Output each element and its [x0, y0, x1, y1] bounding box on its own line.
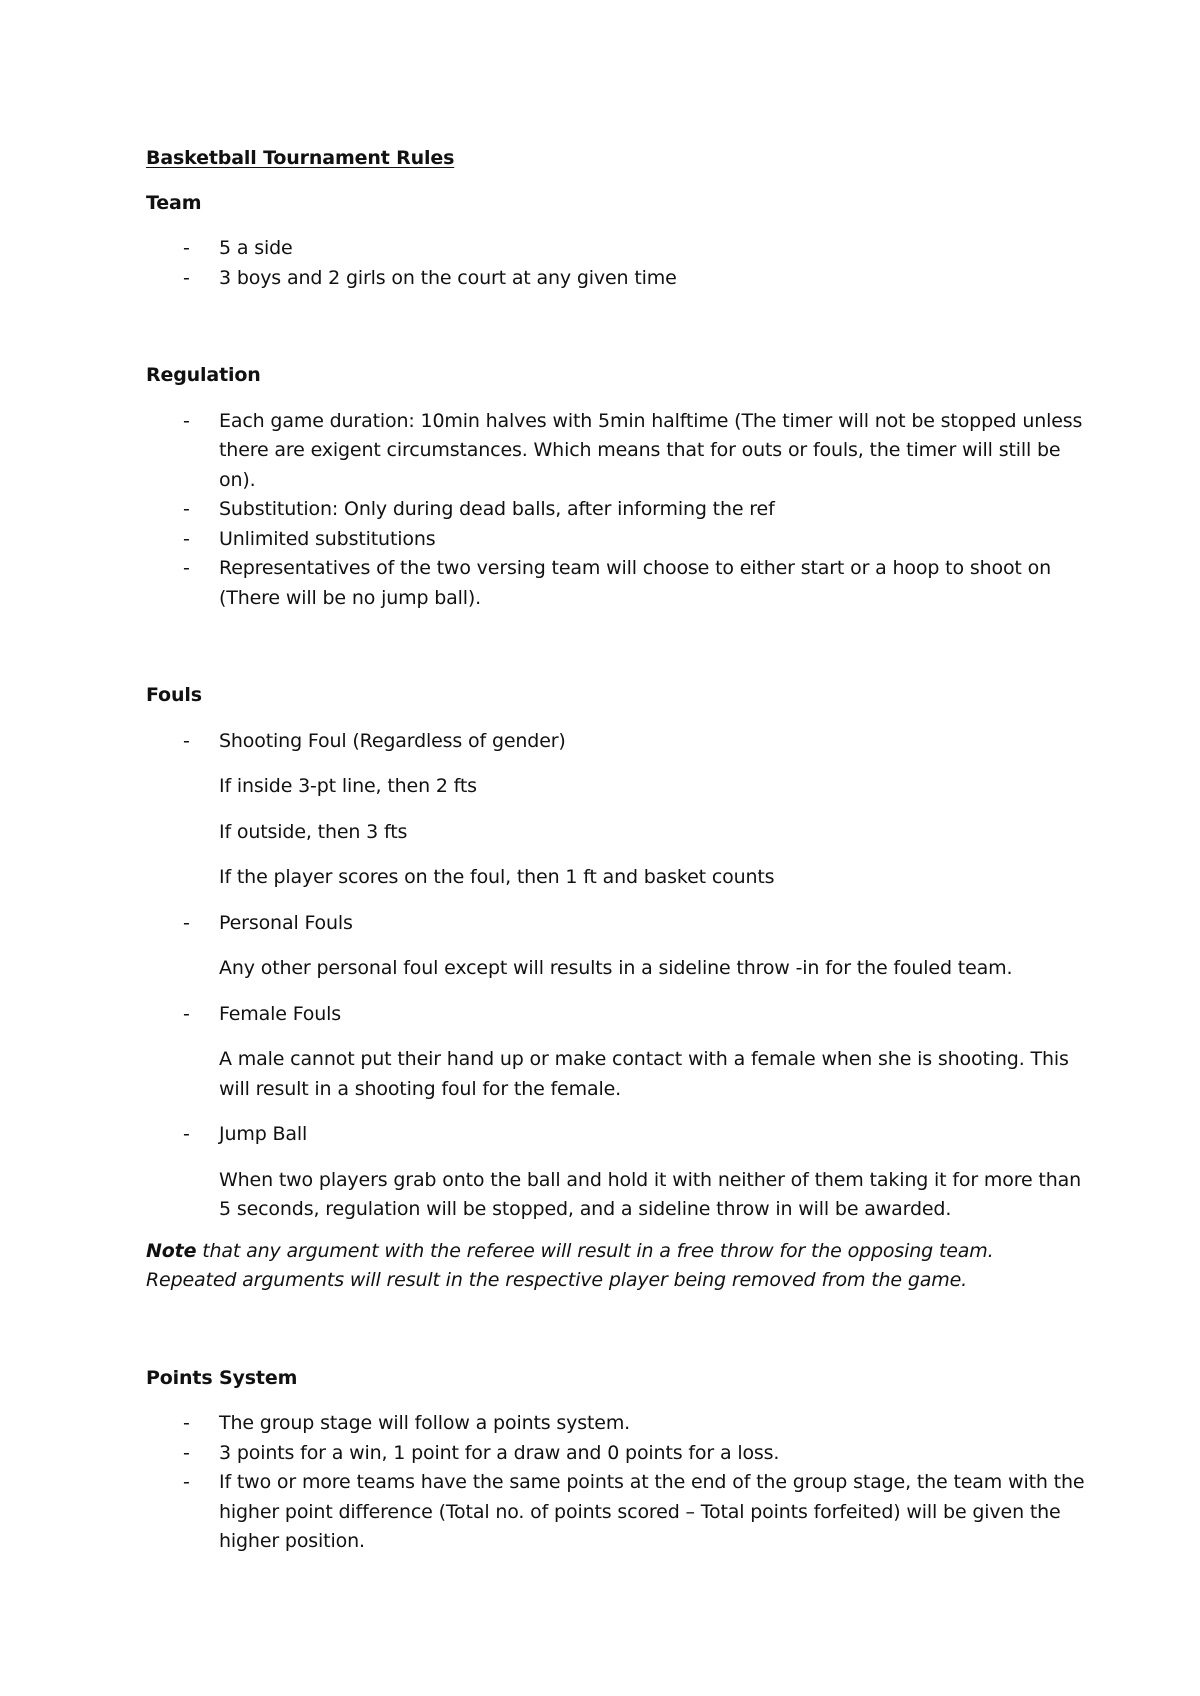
- team-heading: Team: [146, 191, 202, 214]
- jump-ball-label: Jump Ball: [219, 1123, 308, 1145]
- list-item-text: 3 points for a win, 1 point for a draw and 0 points for a loss.: [219, 1441, 780, 1464]
- list-item: [146, 554, 1086, 613]
- list-item: [146, 495, 1086, 525]
- dash-bullet: -: [183, 1471, 190, 1493]
- shooting-foul-line-2: If outside, then 3 fts: [219, 820, 408, 843]
- dash-bullet: -: [183, 1412, 190, 1434]
- dash-bullet: -: [183, 729, 190, 752]
- personal-fouls-list: [146, 909, 1086, 939]
- note-text: that any argument with the referee will result in a free throw for the opposing team. Repeated arguments will result in the respective player being removed from the game.: [146, 1239, 994, 1291]
- document-title: Basketball Tournament Rules: [146, 147, 455, 169]
- personal-fouls-item: [146, 909, 1086, 939]
- points-heading: Points System: [146, 1366, 298, 1389]
- list-item-text: The group stage will follow a points system.: [219, 1412, 631, 1434]
- list-item: [146, 1468, 1086, 1557]
- personal-fouls-label: Personal Fouls: [219, 911, 353, 934]
- shooting-foul-line-3: If the player scores on the foul, then 1 ft and basket counts: [219, 866, 775, 888]
- dash-bullet: -: [183, 1002, 190, 1025]
- list-item: [146, 1439, 1086, 1469]
- female-fouls-label: Female Fouls: [219, 1002, 342, 1025]
- dash-bullet: -: [183, 498, 190, 520]
- fouls-list: [146, 727, 1086, 757]
- list-item: [146, 525, 1086, 555]
- list-item-text: Unlimited substitutions: [219, 527, 436, 550]
- dash-bullet: -: [183, 409, 190, 432]
- jump-ball-item: [146, 1120, 1086, 1150]
- dash-bullet: -: [183, 237, 190, 259]
- list-item-text: Substitution: Only during dead balls, after informing the ref: [219, 498, 775, 520]
- dash-bullet: -: [183, 1123, 190, 1145]
- female-fouls-item: [146, 1000, 1086, 1030]
- dash-bullet: -: [183, 1441, 190, 1464]
- list-item: [146, 234, 1086, 264]
- dash-bullet: -: [183, 266, 190, 289]
- shooting-foul-item: [146, 727, 1086, 757]
- regulation-list: [146, 407, 1086, 614]
- list-item-text: 5 a side: [219, 237, 293, 259]
- dash-bullet: -: [183, 911, 190, 934]
- shooting-foul-line-1: If inside 3-pt line, then 2 fts: [219, 775, 477, 797]
- points-list: [146, 1409, 1086, 1557]
- jump-ball-list: [146, 1120, 1086, 1150]
- dash-bullet: -: [183, 527, 190, 550]
- referee-note: [146, 1237, 1086, 1296]
- female-fouls-text: A male cannot put their hand up or make contact with a female when she is shooting. This will result in a shooting foul for the female.: [219, 1048, 1069, 1100]
- team-list: [146, 234, 1086, 293]
- list-item: [146, 407, 1086, 496]
- note-label: Note: [146, 1239, 197, 1262]
- shooting-foul-label: Shooting Foul (Regardless of gender): [219, 729, 566, 752]
- female-fouls-list: [146, 1000, 1086, 1030]
- list-item-text: 3 boys and 2 girls on the court at any given time: [219, 266, 677, 289]
- regulation-heading: Regulation: [146, 364, 261, 386]
- list-item-text: If two or more teams have the same points at the end of the group stage, the team with the higher point difference (Total no. of points scored – Total points forfeited) will be given the higher position.: [219, 1471, 1085, 1552]
- dash-bullet: -: [183, 557, 190, 579]
- document-body: [146, 144, 1086, 1557]
- personal-fouls-text: Any other personal foul except will results in a sideline throw -in for the fouled team.: [219, 957, 1013, 979]
- list-item: [146, 1409, 1086, 1439]
- list-item-text: Representatives of the two versing team will choose to either start or a hoop to shoot on (There will be no jump ball).: [219, 557, 1051, 609]
- list-item-text: Each game duration: 10min halves with 5min halftime (The timer will not be stopped unless there are exigent circumstances. Which means that for outs or fouls, the timer will still be on).: [219, 409, 1083, 491]
- list-item: [146, 264, 1086, 294]
- jump-ball-text: When two players grab onto the ball and hold it with neither of them taking it for more than 5 seconds, regulation will be stopped, and a sideline throw in will be awarded.: [219, 1168, 1081, 1220]
- fouls-heading: Fouls: [146, 684, 202, 706]
